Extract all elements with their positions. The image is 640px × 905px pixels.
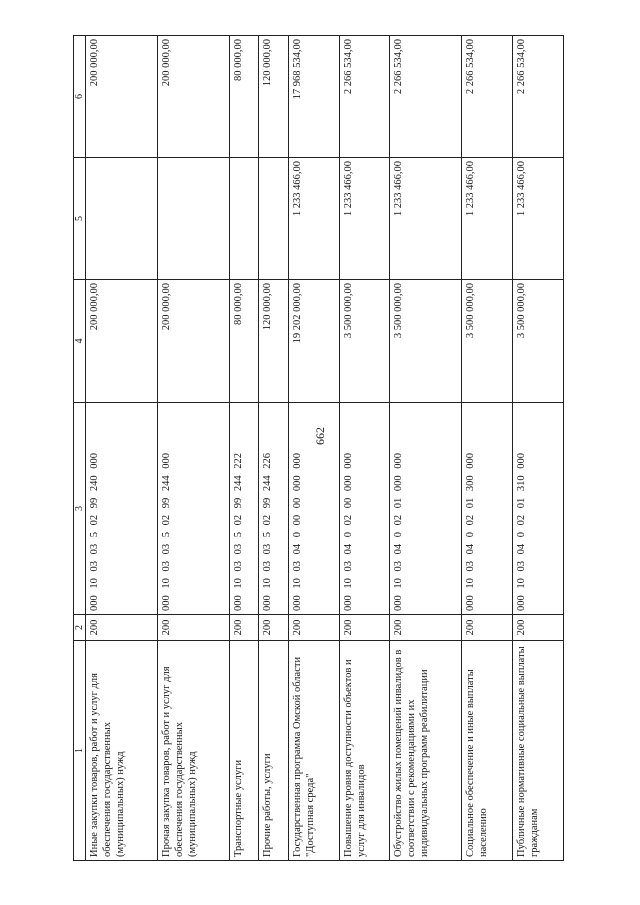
row-name: Обустройство жилых помещений инвалидов в соответствии с рекомендациями их индивидуальных программ реабилитации	[390, 641, 462, 861]
row-col4: 3 500 000,00	[390, 280, 462, 403]
row-col6: 2 266 534,00	[390, 36, 462, 158]
column-header: 3	[74, 403, 86, 615]
row-name: Социальное обеспечение и иные выплаты населению	[462, 641, 513, 861]
table-row	[230, 36, 259, 861]
row-name: Повышение уровня доступности объектов и услуг для инвалидов	[339, 641, 390, 861]
row-name: Иные закупки товаров, работ и услуг для обеспечения государственных (муниципальных) нужд	[86, 641, 158, 861]
row-col4: 19 202 000,00	[288, 280, 339, 403]
row-code: 000 10 03 03 5 02 99 244 000	[158, 403, 230, 615]
row-col5: 1 233 466,00	[339, 158, 390, 280]
row-col2: 200	[513, 615, 564, 641]
row-col2: 200	[339, 615, 390, 641]
row-col5: 1 233 466,00	[513, 158, 564, 280]
row-name: Государственная программа Омской области "Доступная среда"	[288, 641, 339, 861]
row-col5: 1 233 466,00	[390, 158, 462, 280]
row-code: 000 10 03 04 0 02 00 000 000	[339, 403, 390, 615]
budget-table	[73, 35, 564, 861]
row-col4: 3 500 000,00	[462, 280, 513, 403]
table-row	[513, 36, 564, 861]
row-code: 000 10 03 04 0 00 00 000 000	[288, 403, 339, 615]
row-col5	[259, 158, 288, 280]
row-name: Прочая закупка товаров, работ и услуг для обеспечения государственных (муниципальных) нужд	[158, 641, 230, 861]
row-col2: 200	[288, 615, 339, 641]
table-row	[288, 36, 339, 861]
row-col2: 200	[230, 615, 259, 641]
rotated-table-container	[73, 36, 564, 861]
row-code: 000 10 03 04 0 02 01 000 000	[390, 403, 462, 615]
row-name: Публичные нормативные социальные выплаты гражданам	[513, 641, 564, 861]
row-col4: 120 000,00	[259, 280, 288, 403]
row-col6: 2 266 534,00	[513, 36, 564, 158]
row-col4: 200 000,00	[158, 280, 230, 403]
row-col4: 80 000,00	[230, 280, 259, 403]
row-code: 000 10 03 04 0 02 01 310 000	[513, 403, 564, 615]
row-name: Транспортные услуги	[230, 641, 259, 861]
row-col6: 200 000,00	[86, 36, 158, 158]
column-header: 4	[74, 280, 86, 403]
row-col4: 3 500 000,00	[339, 280, 390, 403]
table-row	[158, 36, 230, 861]
table-row	[462, 36, 513, 861]
row-code: 000 10 03 03 5 02 99 244 226	[259, 403, 288, 615]
table-row	[86, 36, 158, 861]
table-row	[259, 36, 288, 861]
row-col6: 2 266 534,00	[339, 36, 390, 158]
row-col5	[86, 158, 158, 280]
row-col2: 200	[158, 615, 230, 641]
row-col5	[158, 158, 230, 280]
row-col6: 200 000,00	[158, 36, 230, 158]
column-header: 1	[74, 641, 86, 861]
table-row	[390, 36, 462, 861]
row-code: 000 10 03 03 5 02 99 240 000	[86, 403, 158, 615]
column-header: 5	[74, 158, 86, 280]
row-code: 000 10 03 04 0 02 01 300 000	[462, 403, 513, 615]
row-code: 000 10 03 03 5 02 99 244 222	[230, 403, 259, 615]
row-col6: 80 000,00	[230, 36, 259, 158]
row-col5: 1 233 466,00	[462, 158, 513, 280]
header-row	[74, 36, 86, 861]
page-number: 662	[313, 427, 327, 445]
column-header: 2	[74, 615, 86, 641]
row-col4: 200 000,00	[86, 280, 158, 403]
row-col2: 200	[390, 615, 462, 641]
row-col2: 200	[86, 615, 158, 641]
row-col2: 200	[259, 615, 288, 641]
row-col4: 3 500 000,00	[513, 280, 564, 403]
row-col5: 1 233 466,00	[288, 158, 339, 280]
row-col6: 120 000,00	[259, 36, 288, 158]
table-row	[339, 36, 390, 861]
column-header: 6	[74, 36, 86, 158]
row-name: Прочие работы, услуги	[259, 641, 288, 861]
row-col6: 2 266 534,00	[462, 36, 513, 158]
row-col2: 200	[462, 615, 513, 641]
row-col6: 17 968 534,00	[288, 36, 339, 158]
row-col5	[230, 158, 259, 280]
